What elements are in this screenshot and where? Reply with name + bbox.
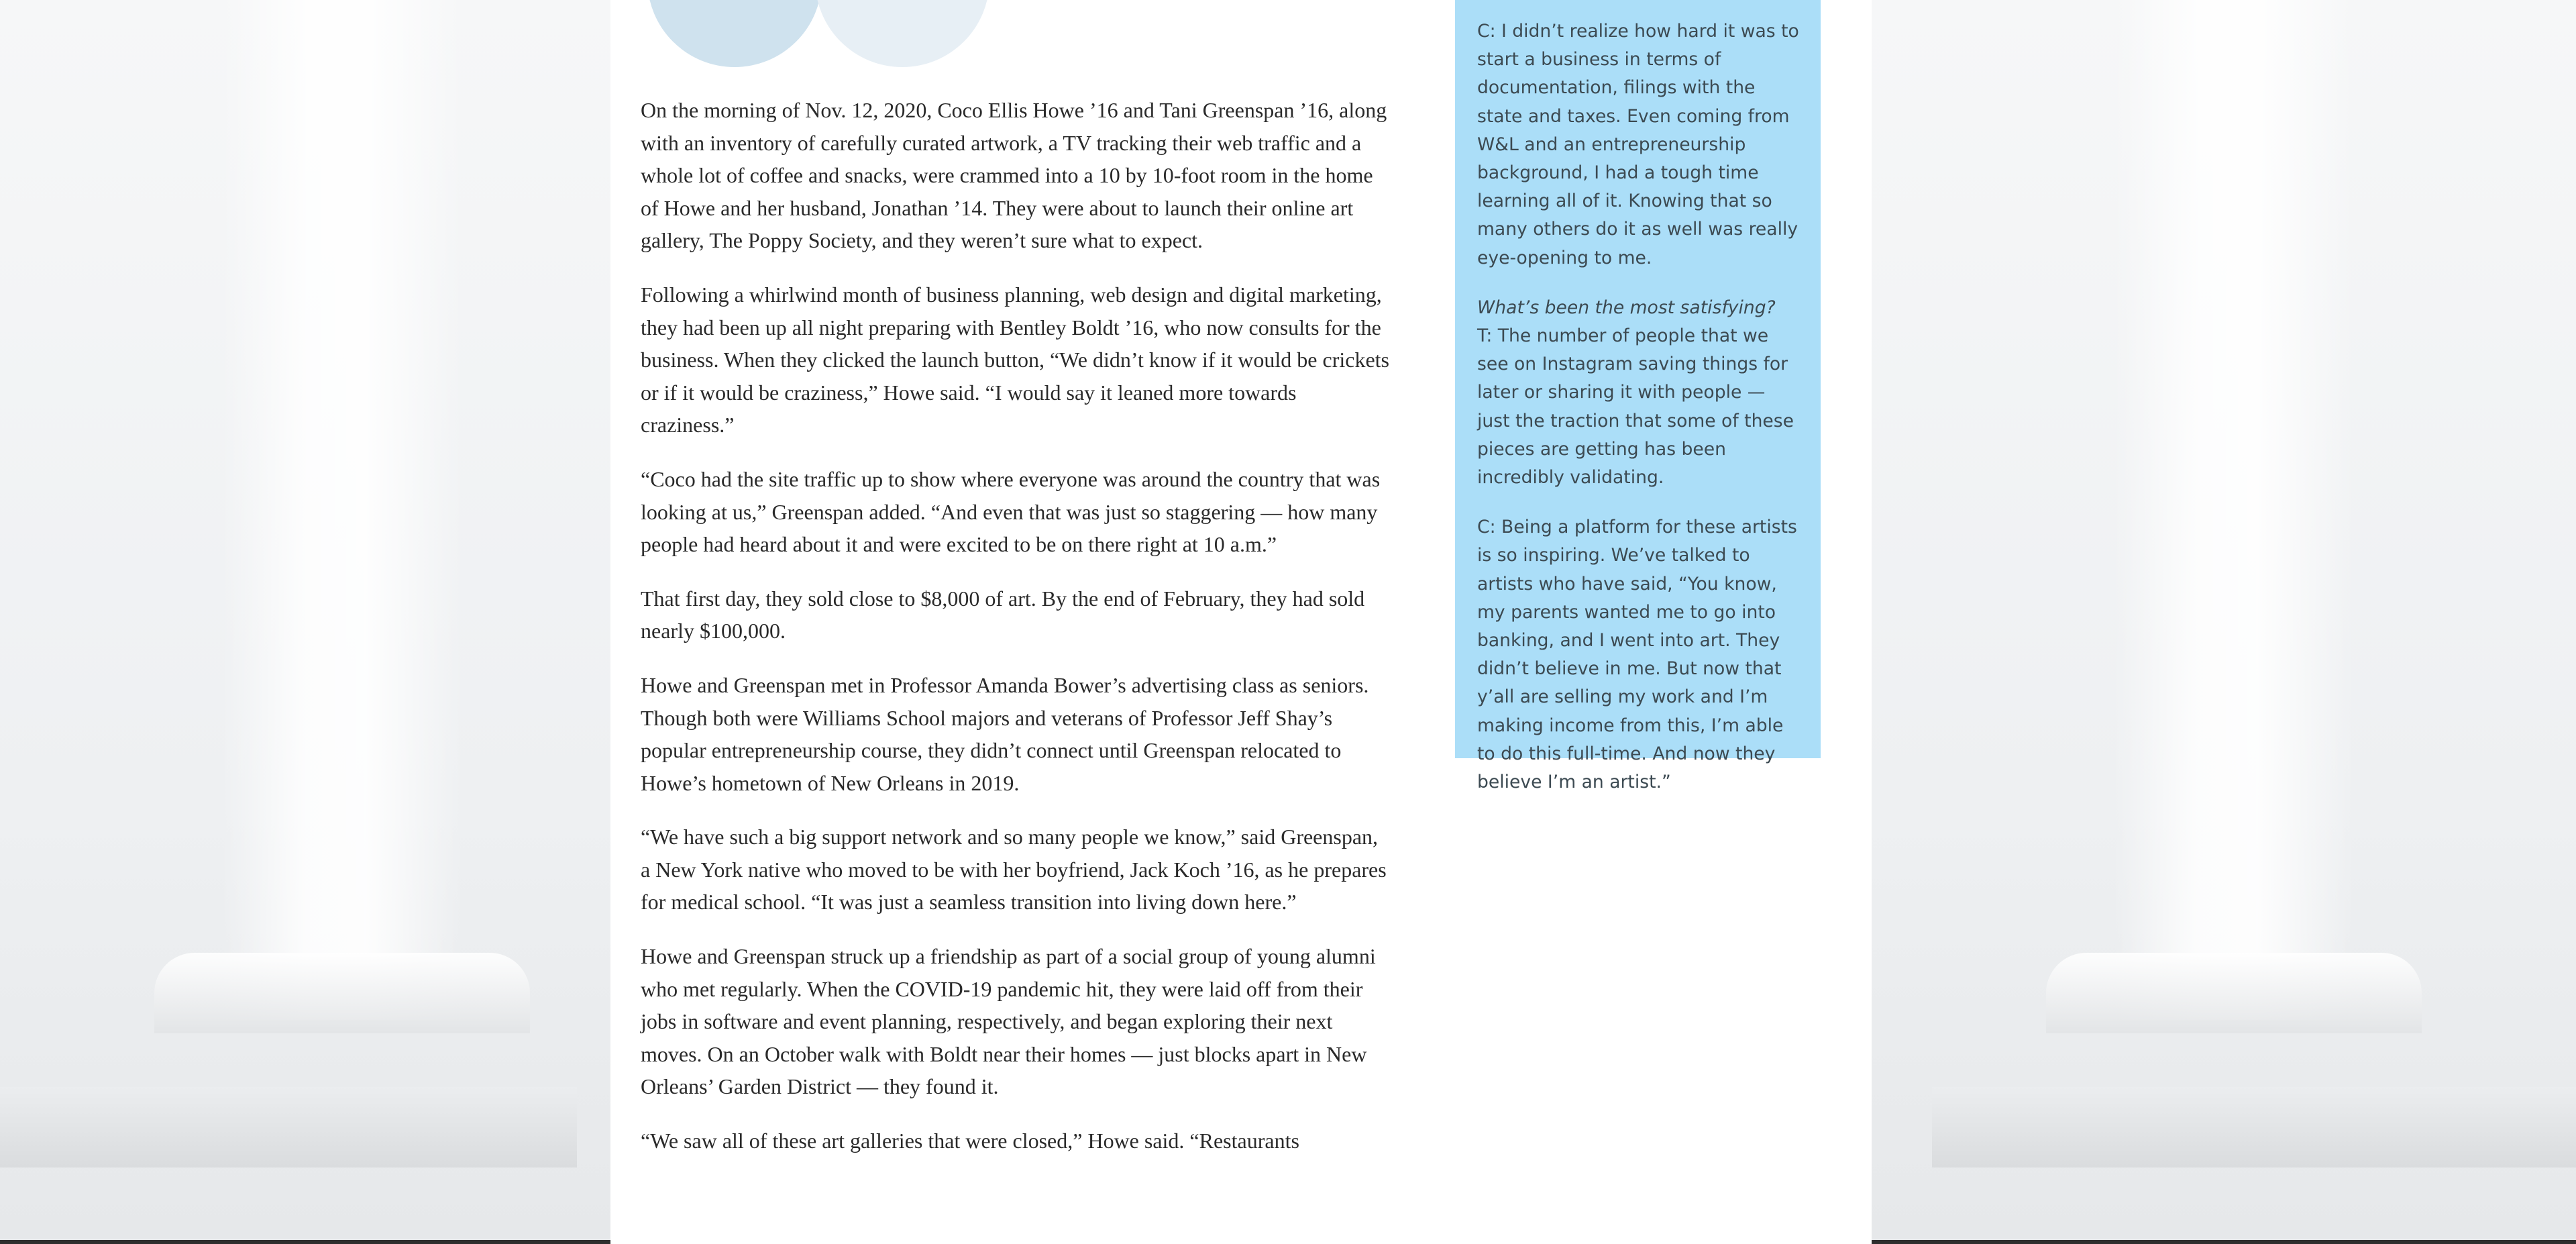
circle-right	[815, 0, 989, 67]
article-paragraph: Howe and Greenspan met in Professor Amanda Bower’s advertising class as seniors. Though both were Williams School majors and veterans of Professor Jeff Shay’s popular entrepreneurship course, they didn’t connect until Greenspan relocated to Howe’s hometown of New Orleans in 2019.	[641, 672, 1369, 795]
content-panel	[610, 0, 1872, 1244]
sidebar-qa-block	[1477, 294, 1801, 492]
column-right-base	[2046, 953, 2422, 1033]
column-left-shaft	[221, 0, 463, 1020]
article-paragraph: Following a whirlwind month of business planning, web design and digital marketing, they had been up all night preparing with Bentley Boldt ’16, who now consults for the business. When they clicked the launch button, “We didn’t know if it would be crickets or if it would be craziness,” Howe said. “I would say it leaned more towards craziness.”	[641, 282, 1389, 437]
column-left-base	[154, 953, 530, 1033]
article-paragraph: “We have such a big support network and so many people we know,” said Greenspan, a New York native who moved to be with her boyfriend, Jack Koch ’16, as he prepares for medical school. “It was just a seamless transition into living down here.”	[641, 825, 1387, 915]
sidebar-answer: C: I didn’t realize how hard it was to start a business in terms of documentation, filings with the state and taxes. Even coming from W&L and an entrepreneurship background, I had a tough time learning all of it. Knowing that so many others do it as well was really eye-opening to me.	[1477, 21, 1799, 268]
article-paragraph: That first day, they sold close to $8,000 of art. By the end of February, they had sold nearly $100,000.	[641, 586, 1365, 643]
article-body	[641, 94, 1392, 1179]
article-paragraph: Howe and Greenspan struck up a friendship as part of a social group of young alumni who met regularly. When the COVID-19 pandemic hit, they were laid off from their jobs in software and event planning, respectively, and began exploring their next moves. On an October walk with Boldt near their homes — just blocks apart in New Orleans’ Garden District — they found it.	[641, 944, 1376, 1099]
decorative-circles	[647, 0, 1050, 67]
circle-left	[647, 0, 822, 67]
column-right-shaft	[2113, 0, 2355, 1020]
sidebar-question: What’s been the most satisfying?	[1477, 297, 1776, 318]
column-left-plinth	[0, 1087, 577, 1168]
qa-sidebar	[1455, 0, 1821, 793]
sidebar-answer: C: Being a platform for these artists is so inspiring. We’ve talked to artists who have said, “You know, my parents wanted me to go into banking, and I went into art. They didn’t believe in me. But now that y’all are selling my work and I’m making income from this, I’m able to do this full-time. And now they believe I’m an artist.”	[1477, 517, 1797, 793]
article-paragraph: On the morning of Nov. 12, 2020, Coco Ellis Howe ’16 and Tani Greenspan ’16, along with an inventory of carefully curated artwork, a TV tracking their web traffic and a whole lot of coffee and snacks, were crammed into a 10 by 10-foot room in the home of Howe and her husband, Jonathan ’14. They were about to launch their online art gallery, The Poppy Society, and they weren’t sure what to expect.	[641, 98, 1387, 253]
article-paragraph: “We saw all of these art galleries that were closed,” Howe said. “Restaurants	[641, 1129, 1299, 1153]
sidebar-answer: T: The number of people that we see on Instagram saving things for later or sharing it with people — just the traction that some of these pieces are getting has been incredibly validating.	[1477, 325, 1794, 488]
column-right-plinth	[1932, 1087, 2576, 1168]
article-paragraph: “Coco had the site traffic up to show where everyone was around the country that was looking at us,” Greenspan added. “And even that was just so staggering — how many people had heard about it and were excited to be on there right at 10 a.m.”	[641, 466, 1381, 557]
